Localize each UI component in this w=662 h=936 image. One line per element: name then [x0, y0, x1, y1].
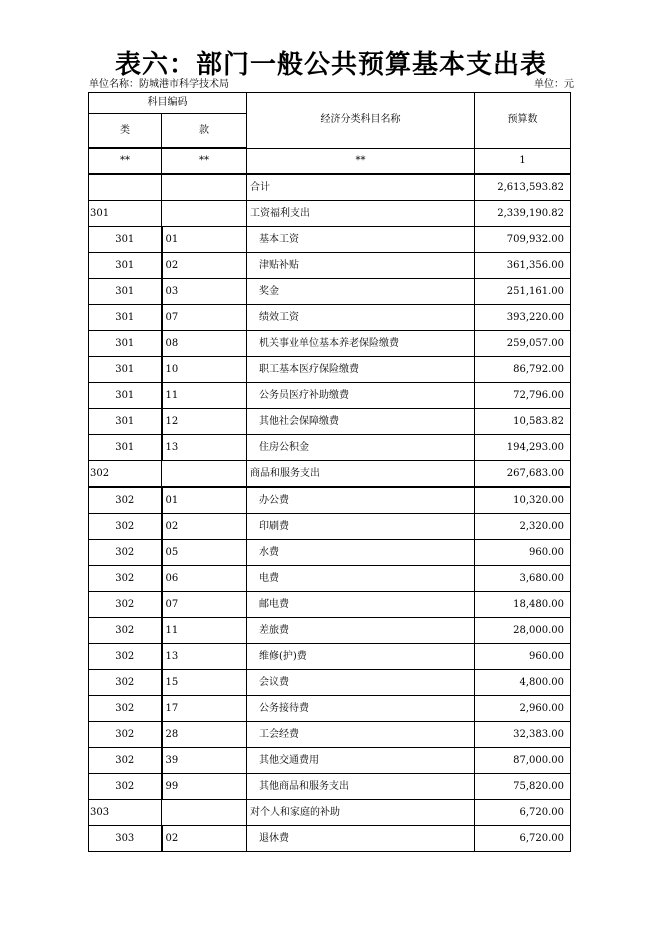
- item-kuan: 28: [162, 722, 247, 748]
- item-lei: 301: [89, 383, 162, 409]
- item-lei: 302: [89, 592, 162, 618]
- header-kuan: 款: [162, 114, 247, 149]
- item-amount: 10,320.00: [475, 487, 571, 514]
- total-name: 合计: [247, 174, 475, 201]
- category-name: 对个人和家庭的补助: [247, 800, 475, 826]
- item-row: [89, 435, 571, 461]
- item-amount: 87,000.00: [475, 748, 571, 774]
- item-row: [89, 331, 571, 357]
- item-kuan: 02: [162, 253, 247, 279]
- item-name: 退休费: [247, 826, 475, 852]
- item-kuan: 02: [162, 826, 247, 852]
- category-kuan: [162, 800, 247, 826]
- star-lei: **: [89, 148, 162, 174]
- header-code-group: 科目编码: [89, 93, 247, 114]
- item-amount: 2,320.00: [475, 514, 571, 540]
- item-lei: 301: [89, 253, 162, 279]
- total-amount: 2,613,593.82: [475, 174, 571, 201]
- item-lei: 302: [89, 566, 162, 592]
- item-name: 住房公积金: [247, 435, 475, 461]
- item-kuan: 11: [162, 618, 247, 644]
- category-kuan: [162, 201, 247, 227]
- currency-unit: 单位：元: [534, 79, 574, 90]
- item-amount: 393,220.00: [475, 305, 571, 331]
- item-amount: 72,796.00: [475, 383, 571, 409]
- item-name: 奖金: [247, 279, 475, 305]
- item-lei: 301: [89, 305, 162, 331]
- item-amount: 28,000.00: [475, 618, 571, 644]
- item-name: 其他交通费用: [247, 748, 475, 774]
- item-row: [89, 670, 571, 696]
- item-name: 津贴补贴: [247, 253, 475, 279]
- item-row: [89, 644, 571, 670]
- total-lei: [89, 174, 162, 201]
- category-lei: 302: [89, 461, 162, 488]
- item-row: [89, 696, 571, 722]
- item-name: 差旅费: [247, 618, 475, 644]
- item-row: [89, 592, 571, 618]
- category-kuan: [162, 461, 247, 488]
- page-title: 表六：部门一般公共预算基本支出表: [114, 50, 547, 80]
- total-kuan: [162, 174, 247, 201]
- item-kuan: 10: [162, 357, 247, 383]
- item-name: 维修(护)费: [247, 644, 475, 670]
- item-row: [89, 774, 571, 800]
- item-row: [89, 383, 571, 409]
- category-row: [89, 201, 571, 227]
- item-kuan: 05: [162, 540, 247, 566]
- item-amount: 709,932.00: [475, 227, 571, 253]
- item-kuan: 17: [162, 696, 247, 722]
- star-kuan: **: [162, 148, 247, 174]
- item-lei: 302: [89, 774, 162, 800]
- item-amount: 194,293.00: [475, 435, 571, 461]
- item-kuan: 99: [162, 774, 247, 800]
- header-row-stars: [89, 148, 571, 174]
- item-amount: 2,960.00: [475, 696, 571, 722]
- category-lei: 301: [89, 201, 162, 227]
- item-lei: 302: [89, 670, 162, 696]
- item-row: [89, 566, 571, 592]
- item-row: [89, 253, 571, 279]
- item-kuan: 15: [162, 670, 247, 696]
- item-lei: 302: [89, 748, 162, 774]
- item-amount: 6,720.00: [475, 826, 571, 852]
- item-name: 职工基本医疗保险缴费: [247, 357, 475, 383]
- category-row: [89, 800, 571, 826]
- item-name: 工会经费: [247, 722, 475, 748]
- item-row: [89, 409, 571, 435]
- item-row: [89, 540, 571, 566]
- item-row: [89, 618, 571, 644]
- item-row: [89, 826, 571, 852]
- item-lei: 302: [89, 618, 162, 644]
- item-name: 会议费: [247, 670, 475, 696]
- item-lei: 302: [89, 644, 162, 670]
- item-row: [89, 279, 571, 305]
- item-kuan: 13: [162, 435, 247, 461]
- item-kuan: 02: [162, 514, 247, 540]
- item-row: [89, 305, 571, 331]
- item-amount: 10,583.82: [475, 409, 571, 435]
- item-name: 办公费: [247, 487, 475, 514]
- category-amount: 6,720.00: [475, 800, 571, 826]
- item-name: 印刷费: [247, 514, 475, 540]
- item-amount: 251,161.00: [475, 279, 571, 305]
- item-name: 基本工资: [247, 227, 475, 253]
- item-kuan: 03: [162, 279, 247, 305]
- total-row: [89, 174, 571, 201]
- item-lei: 301: [89, 435, 162, 461]
- item-name: 其他商品和服务支出: [247, 774, 475, 800]
- item-name: 机关事业单位基本养老保险缴费: [247, 331, 475, 357]
- item-amount: 32,383.00: [475, 722, 571, 748]
- unit-name: 单位名称：防城港市科学技术局: [89, 79, 229, 90]
- item-lei: 301: [89, 227, 162, 253]
- item-row: [89, 487, 571, 514]
- item-lei: 303: [89, 826, 162, 852]
- category-amount: 2,339,190.82: [475, 201, 571, 227]
- category-amount: 267,683.00: [475, 461, 571, 488]
- item-lei: 301: [89, 357, 162, 383]
- item-name: 其他社会保障缴费: [247, 409, 475, 435]
- item-lei: 302: [89, 722, 162, 748]
- item-kuan: 08: [162, 331, 247, 357]
- item-name: 邮电费: [247, 592, 475, 618]
- item-amount: 259,057.00: [475, 331, 571, 357]
- category-lei: 303: [89, 800, 162, 826]
- item-kuan: 12: [162, 409, 247, 435]
- item-amount: 3,680.00: [475, 566, 571, 592]
- item-name: 公务接待费: [247, 696, 475, 722]
- item-amount: 960.00: [475, 644, 571, 670]
- category-row: [89, 461, 571, 488]
- category-name: 商品和服务支出: [247, 461, 475, 488]
- item-lei: 302: [89, 696, 162, 722]
- item-row: [89, 227, 571, 253]
- item-kuan: 01: [162, 487, 247, 514]
- item-kuan: 01: [162, 227, 247, 253]
- item-row: [89, 357, 571, 383]
- item-lei: 302: [89, 487, 162, 514]
- item-kuan: 07: [162, 305, 247, 331]
- star-name: **: [247, 148, 475, 174]
- item-kuan: 39: [162, 748, 247, 774]
- header-lei: 类: [89, 114, 162, 149]
- item-row: [89, 514, 571, 540]
- item-row: [89, 722, 571, 748]
- item-lei: 302: [89, 540, 162, 566]
- item-name: 绩效工资: [247, 305, 475, 331]
- item-amount: 75,820.00: [475, 774, 571, 800]
- star-amount: 1: [475, 148, 571, 174]
- item-amount: 4,800.00: [475, 670, 571, 696]
- item-amount: 86,792.00: [475, 357, 571, 383]
- item-kuan: 07: [162, 592, 247, 618]
- item-kuan: 06: [162, 566, 247, 592]
- item-amount: 18,480.00: [475, 592, 571, 618]
- header-amount: 预算数: [475, 93, 571, 149]
- item-name: 电费: [247, 566, 475, 592]
- header-name: 经济分类科目名称: [247, 93, 475, 149]
- item-kuan: 13: [162, 644, 247, 670]
- header-row-1: [89, 93, 571, 114]
- budget-table: [88, 92, 571, 852]
- item-kuan: 11: [162, 383, 247, 409]
- item-amount: 960.00: [475, 540, 571, 566]
- category-name: 工资福利支出: [247, 201, 475, 227]
- item-lei: 302: [89, 514, 162, 540]
- item-row: [89, 748, 571, 774]
- item-lei: 301: [89, 331, 162, 357]
- item-name: 水费: [247, 540, 475, 566]
- item-lei: 301: [89, 409, 162, 435]
- item-lei: 301: [89, 279, 162, 305]
- item-amount: 361,356.00: [475, 253, 571, 279]
- item-name: 公务员医疗补助缴费: [247, 383, 475, 409]
